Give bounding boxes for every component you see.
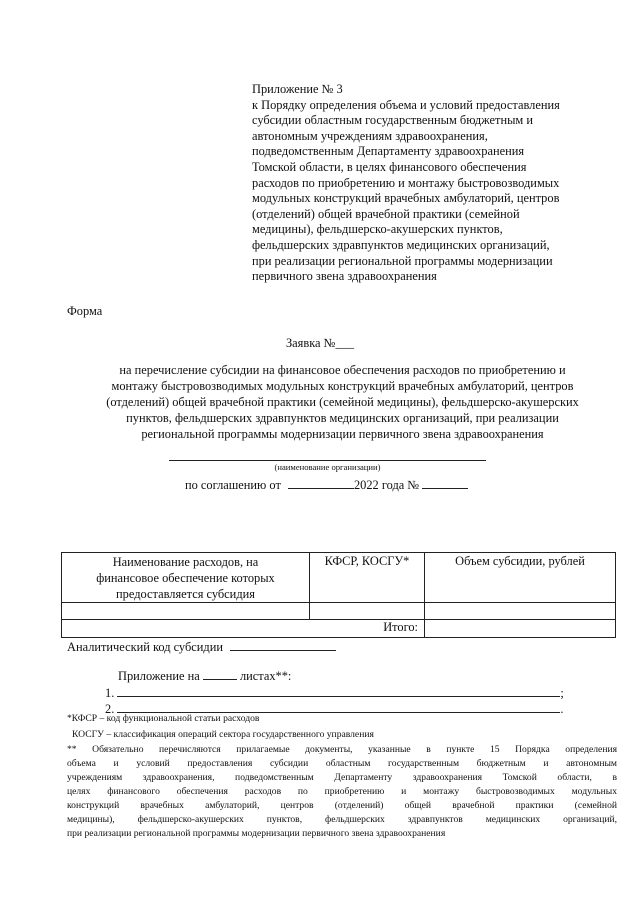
organization-caption: (наименование организации): [274, 462, 381, 472]
attachment-sheets-field[interactable]: [203, 667, 237, 680]
purpose-line: региональной программы модернизации первичного звена здравоохранения: [141, 427, 544, 441]
footnote-line: ** Обязательно перечисляются прилагаемые документы, указанные в пункте 15 Порядка определения: [67, 744, 617, 755]
appendix-line: Приложение № 3: [252, 82, 343, 96]
footnote-line: объема и условий предоставления субсидии областным государственным бюджетным и автономным: [67, 758, 617, 769]
expense-name-cell[interactable]: [62, 603, 310, 620]
header-expense-name: [62, 553, 310, 603]
subsidy-amount-cell[interactable]: [425, 603, 616, 620]
agreement-year: 2022 года №: [353, 478, 420, 492]
purpose-line: на перечисление субсидии на финансовое обеспечения расходов по приобретению и: [119, 363, 566, 377]
footnote-line: медицины), фельдшерско-акушерских пунктов, фельдшерских здравпунктов медицинских организаций,: [67, 814, 617, 825]
agreement-prefix: по соглашению от: [185, 478, 281, 492]
table-header-row: [62, 553, 616, 603]
appendix-line: субсидии областным государственным бюджетным и: [252, 113, 533, 128]
table-row: [62, 603, 616, 620]
analytic-code-label: Аналитический код субсидии: [67, 640, 223, 654]
footnote-line: при реализации региональной программы модернизации первичного звена здравоохранения: [67, 828, 446, 839]
agreement-number-field[interactable]: [422, 476, 468, 489]
total-spacer-cell: [62, 620, 310, 638]
form-label: Форма: [67, 304, 103, 318]
appendix-line: подведомственным Департаменту здравоохранения: [252, 144, 525, 159]
attachment-item-field[interactable]: [117, 684, 560, 697]
attachment-suffix: листах**:: [239, 669, 292, 683]
header-expense-line: предоставляется субсидия: [116, 587, 255, 601]
application-purpose: [60, 362, 625, 442]
agreement-line: [185, 476, 468, 493]
attachment-item-1: [105, 684, 564, 701]
total-label: Итого:: [310, 620, 425, 638]
organization-name-field[interactable]: [169, 460, 486, 461]
page-title: Заявка №___: [285, 336, 355, 350]
purpose-line: (отделений) общей врачебной практики (семейной медицины), фельдшерско-акушерских: [106, 395, 579, 409]
footnote-documents: [67, 743, 617, 841]
appendix-line: при реализации региональной программы модернизации: [252, 253, 553, 268]
attachment-item-number: 2.: [105, 702, 115, 716]
attachment-item-number: 1.: [105, 686, 115, 700]
appendix-line: расходов по приобретению и монтажу быстровозводимых: [252, 175, 560, 190]
footnote-kfsr: *КФСР – код функциональной статьи расходов: [67, 713, 260, 724]
attachment-line: [118, 667, 291, 684]
analytic-code-line: [67, 638, 336, 655]
footnote-line: целях финансового обеспечения расходов по приобретению и монтажу быстровозводимых модульных: [67, 786, 617, 797]
header-kfsr-kosgu: КФСР, КОСГУ*: [310, 553, 425, 603]
footnote-line: учреждениям здравоохранения, подведомственным Департаменту здравоохранения Томской области, в: [67, 772, 617, 783]
attachment-item-field[interactable]: [117, 700, 560, 713]
attachment-item-end: ;: [560, 686, 564, 700]
appendix-line: медицины), фельдшерско-акушерских пунктов,: [252, 222, 503, 237]
expenses-table: [61, 552, 616, 638]
agreement-date-field[interactable]: [288, 476, 354, 489]
appendix-line: (отделений) общей врачебной практики (семейной: [252, 206, 520, 221]
appendix-line: Томской области, в целях финансового обеспечения: [252, 159, 527, 174]
kfsr-kosgu-cell[interactable]: [310, 603, 425, 620]
appendix-line: модульных конструкций врачебных амбулаторий, центров: [252, 191, 560, 206]
appendix-line: первичного звена здравоохранения: [252, 269, 437, 284]
total-row: [62, 620, 616, 638]
analytic-code-field[interactable]: [230, 638, 336, 651]
appendix-header: [252, 82, 612, 285]
header-subsidy-amount: Объем субсидии, рублей: [425, 553, 616, 603]
attachment-prefix: Приложение на: [118, 669, 200, 683]
appendix-line: автономным учреждениям здравоохранения,: [252, 128, 488, 143]
appendix-line: фельдшерских здравпунктов медицинских организаций,: [252, 237, 550, 252]
appendix-line: к Порядку определения объема и условий предоставления: [252, 97, 560, 112]
footnote-line: конструкций врачебных амбулаторий, центров (отделений) общей врачебной практики (семейной: [67, 800, 617, 811]
total-amount-cell[interactable]: [425, 620, 616, 638]
attachment-item-end: .: [560, 702, 564, 716]
purpose-line: пунктов, фельдшерских здравпунктов медицинских организаций, при реализации: [126, 411, 559, 425]
header-expense-line: Наименование расходов, на: [112, 555, 259, 569]
purpose-line: монтажу быстровозводимых модульных конструкций врачебных амбулаторий, центров: [111, 379, 574, 393]
header-expense-line: финансовое обеспечение которых: [96, 571, 275, 585]
footnote-kosgu: КОСГУ – классификация операций сектора государственного управления: [72, 729, 374, 740]
